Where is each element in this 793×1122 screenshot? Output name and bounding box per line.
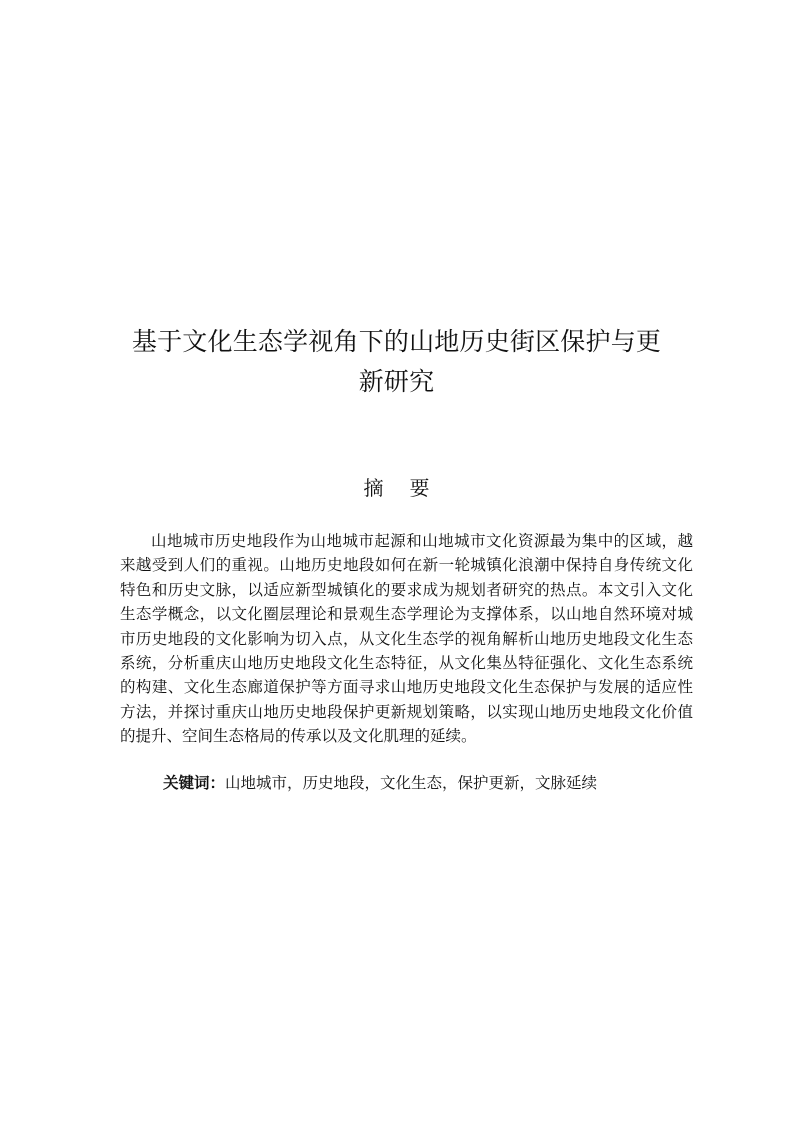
abstract-heading: 摘要 — [363, 476, 456, 500]
paper-title-line-1: 基于文化生态学视角下的山地历史街区保护与更 — [131, 327, 662, 356]
keywords-value: 山地城市，历史地段，文化生态，保护更新，文脉延续 — [225, 774, 598, 792]
keywords-label: 关键词： — [163, 774, 226, 792]
keywords-line — [163, 771, 693, 795]
abstract-body — [120, 529, 693, 749]
abstract-paragraph: 山地城市历史地段作为山地城市起源和山地城市文化资源最为集中的区域，越来越受到人们的重视。山地历史地段如何在新一轮城镇化浪潮中保持自身传统文化特色和历史文脉，以适应新型城镇化的要求成为规划者研究的热点。本文引入文化生态学概念，以文化圈层理论和景观生态学理论为支撑体系，以山地自然环境对城市历史地段的文化影响为切入点，从文化生态学的视角解析山地历史地段文化生态系统，分析重庆山地历史地段文化生态特征，从文化集丛特征强化、文化生态系统的构建、文化生态廊道保护等方面寻求山地历史地段文化生态保护与发展的适应性方法，并探讨重庆山地历史地段保护更新规划策略，以实现山地历史地段文化价值的提升、空间生态格局的传承以及文化肌理的延续。 — [120, 532, 693, 746]
paper-title-line-2: 新研究 — [358, 367, 435, 396]
paper-title — [110, 322, 683, 402]
